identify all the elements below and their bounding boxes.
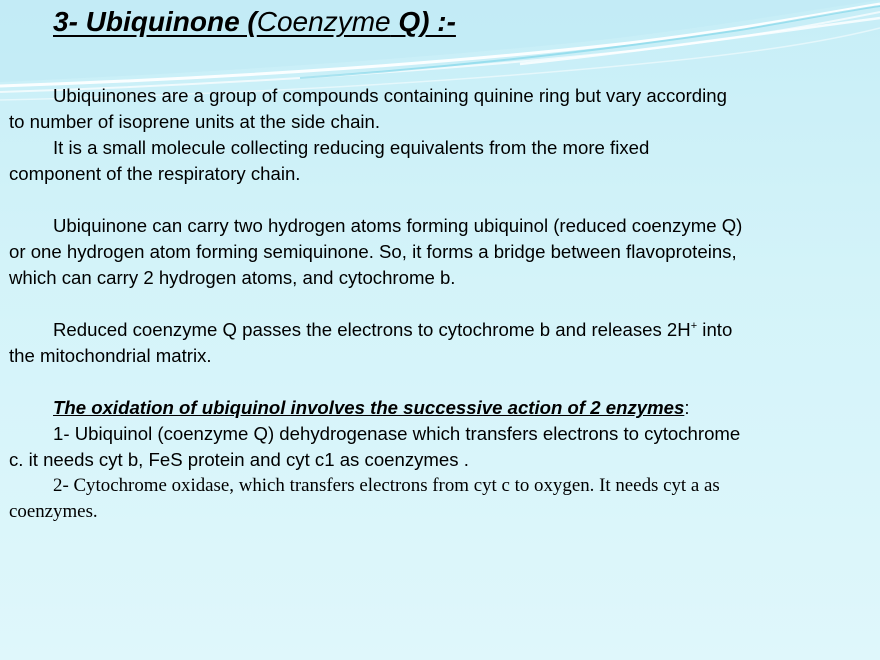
slide-title <box>53 2 456 42</box>
paragraph-1-line-2: to number of isoprene units at the side chain. <box>9 111 381 132</box>
enzyme-1-line-1: 1- Ubiquinol (coenzyme Q) dehydrogenase which transfers electrons to cytochrome <box>53 423 741 444</box>
title-part-2: Coenzyme <box>256 6 391 37</box>
spacer <box>9 369 871 395</box>
slide-body <box>9 83 871 525</box>
paragraph-3-line-2: or one hydrogen atom forming semiquinone. So, it forms a bridge between flavoproteins, <box>9 241 737 262</box>
paragraph-4-line-1 <box>9 317 871 343</box>
paragraph-1-line-1: Ubiquinones are a group of compounds containing quinine ring but vary according <box>53 85 727 106</box>
paragraph-4-line-2: the mitochondrial matrix. <box>9 345 212 366</box>
enzymes-heading-text: The oxidation of ubiquinol involves the successive action of 2 enzymes <box>53 397 685 418</box>
spacer <box>9 291 871 317</box>
paragraph-4-text-end: into <box>697 319 733 340</box>
paragraph-3-line-1: Ubiquinone can carry two hydrogen atoms forming ubiquinol (reduced coenzyme Q) <box>53 215 743 236</box>
paragraph-2-line-1: It is a small molecule collecting reducing equivalents from the more fixed <box>53 137 650 158</box>
spacer <box>9 187 871 213</box>
paragraph-2-line-2: component of the respiratory chain. <box>9 163 301 184</box>
enzymes-heading <box>9 395 871 421</box>
enzymes-heading-colon: : <box>684 397 690 418</box>
paragraph-4-text: Reduced coenzyme Q passes the electrons to cytochrome b and releases 2H <box>53 319 691 340</box>
enzyme-2-line-2: coenzymes. <box>9 501 98 522</box>
title-part-1: 3- Ubiquinone ( <box>53 6 257 37</box>
enzyme-1-line-2: c. it needs cyt b, FeS protein and cyt c1 as coenzymes . <box>9 449 469 470</box>
title-part-3: Q) :- <box>390 6 456 37</box>
paragraph-3-line-3: which can carry 2 hydrogen atoms, and cytochrome b. <box>9 267 456 288</box>
enzyme-2-line-1: 2- Cytochrome oxidase, which transfers electrons from cyt c to oxygen. It needs cyt a as <box>53 475 720 496</box>
superscript-plus: + <box>690 320 698 332</box>
